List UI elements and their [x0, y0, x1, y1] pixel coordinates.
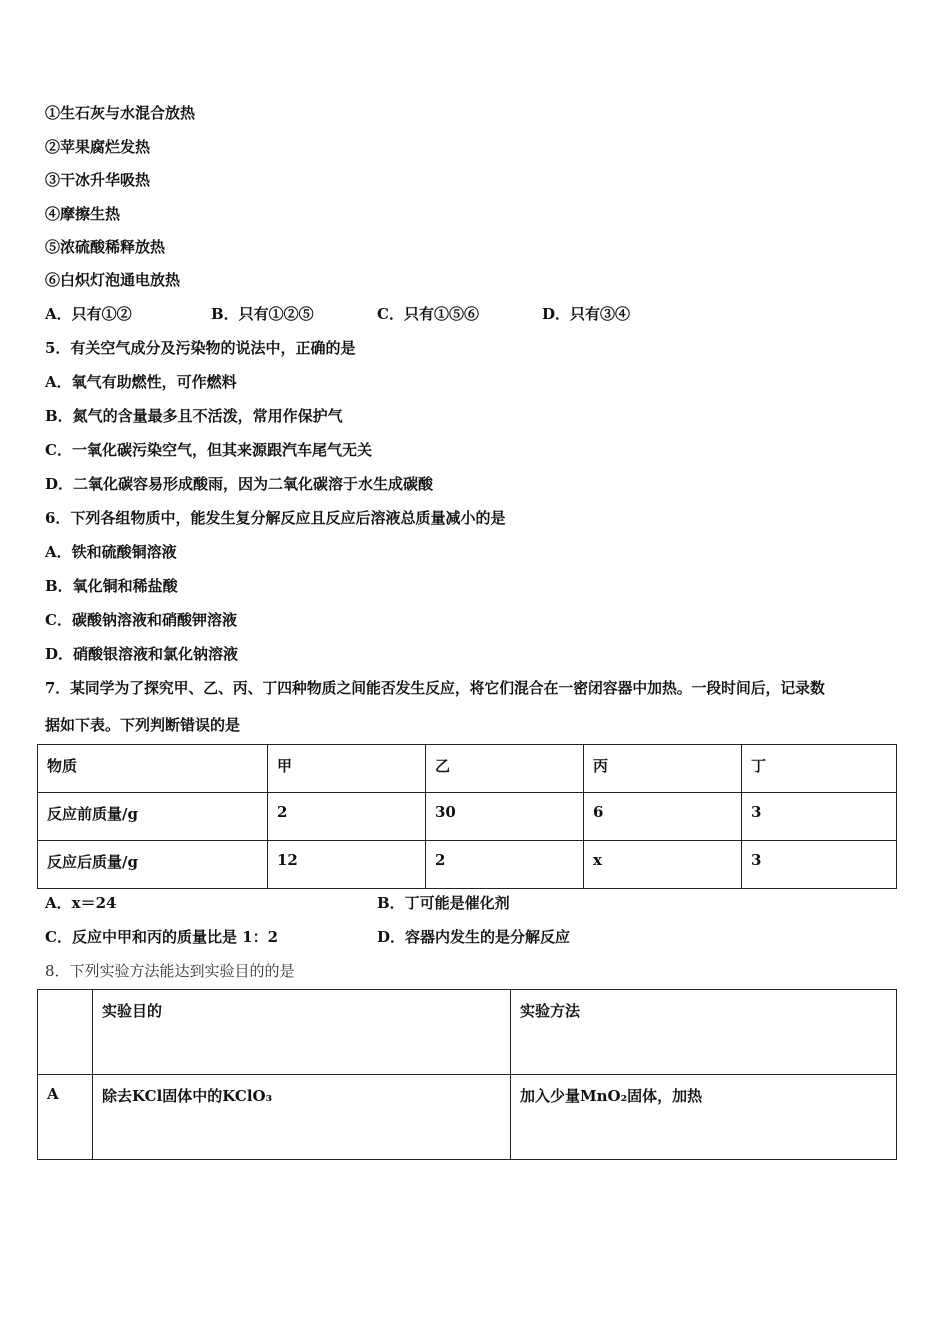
table-cell: 3 [742, 841, 897, 889]
table-cell: 实验方法 [511, 990, 897, 1075]
table-cell: 物质 [38, 745, 268, 793]
list-item-2: ②苹果腐烂发热 [45, 138, 151, 156]
q5-stem: 5．有关空气成分及污染物的说法中，正确的是 [45, 339, 356, 357]
q7-data-table [37, 744, 897, 889]
table-row [38, 990, 897, 1075]
q4-option-a: A．只有①② [45, 305, 132, 323]
table-cell: 反应后质量/g [38, 841, 268, 889]
q7-stem-line2: 据如下表。下列判断错误的是 [45, 716, 241, 734]
q6-option-a: A．铁和硫酸铜溶液 [45, 543, 177, 561]
q4-option-d: D．只有③④ [542, 305, 631, 323]
list-item-5: ⑤浓硫酸稀释放热 [45, 238, 166, 256]
table-row [38, 1075, 897, 1160]
table-cell: 甲 [268, 745, 426, 793]
table-cell: A [38, 1075, 93, 1160]
q5-option-d: D．二氧化碳容易形成酸雨，因为二氧化碳溶于水生成碳酸 [45, 475, 434, 493]
table-cell: 除去KCl固体中的KClO₃ [93, 1075, 511, 1160]
table-cell: 2 [268, 793, 426, 841]
q5-option-c: C．一氧化碳污染空气，但其来源跟汽车尾气无关 [45, 441, 372, 459]
q6-option-d: D．硝酸银溶液和氯化钠溶液 [45, 645, 239, 663]
q5-option-a: A．氧气有助燃性，可作燃料 [45, 373, 237, 391]
table-row [38, 793, 897, 841]
table-cell: 丙 [584, 745, 742, 793]
table-cell [38, 990, 93, 1075]
table-row [38, 841, 897, 889]
q7-option-a: A．x＝24 [45, 894, 117, 912]
q7-option-d: D．容器内发生的是分解反应 [377, 928, 571, 946]
list-item-1: ①生石灰与水混合放热 [45, 104, 196, 122]
table-row [38, 745, 897, 793]
table-cell: x [584, 841, 742, 889]
list-item-3: ③干冰升华吸热 [45, 171, 151, 189]
q6-option-b: B．氧化铜和稀盐酸 [45, 577, 178, 595]
q5-option-b: B．氮气的含量最多且不活泼，常用作保护气 [45, 407, 343, 425]
list-item-6: ⑥白炽灯泡通电放热 [45, 271, 181, 289]
q7-stem-line1: 7．某同学为了探究甲、乙、丙、丁四种物质之间能否发生反应，将它们混合在一密闭容器中加热。一段时间后，记录数 [45, 680, 825, 697]
q7-option-b: B．丁可能是催化剂 [377, 894, 510, 912]
q4-option-c: C．只有①⑤⑥ [377, 305, 479, 323]
q6-stem: 6．下列各组物质中，能发生复分解反应且反应后溶液总质量减小的是 [45, 509, 506, 527]
table-cell: 反应前质量/g [38, 793, 268, 841]
table-cell: 6 [584, 793, 742, 841]
table-cell: 乙 [426, 745, 584, 793]
table-cell: 30 [426, 793, 584, 841]
table-cell: 2 [426, 841, 584, 889]
table-cell: 加入少量MnO₂固体，加热 [511, 1075, 897, 1160]
q6-option-c: C．碳酸钠溶液和硝酸钾溶液 [45, 611, 237, 629]
q4-option-b: B．只有①②⑤ [211, 305, 314, 323]
table-cell: 12 [268, 841, 426, 889]
q8-method-table [37, 989, 897, 1160]
table-cell: 丁 [742, 745, 897, 793]
list-item-4: ④摩擦生热 [45, 205, 121, 223]
table-cell: 实验目的 [93, 990, 511, 1075]
q8-stem: 8．下列实验方法能达到实验目的的是 [45, 962, 295, 980]
table-cell: 3 [742, 793, 897, 841]
q7-option-c: C．反应中甲和丙的质量比是 1：2 [45, 928, 279, 946]
